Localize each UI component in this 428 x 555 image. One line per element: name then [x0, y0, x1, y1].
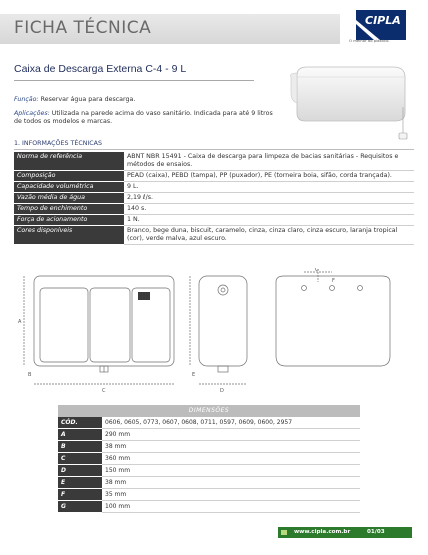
table-row — [58, 453, 360, 465]
applications-label: Aplicações: — [14, 110, 50, 117]
dimension-letter-e: E — [192, 372, 196, 378]
dimension-label: C — [58, 453, 102, 465]
dimensions-table — [58, 405, 360, 513]
spec-label: Tempo de enchimento — [14, 204, 124, 215]
logo-tagline: O melhor do plástico. — [349, 38, 390, 43]
table-row — [14, 226, 414, 245]
function-line — [14, 96, 282, 104]
spec-label: Composição — [14, 171, 124, 182]
table-row — [14, 204, 414, 215]
applications-line — [14, 110, 282, 126]
tech-spec-table — [14, 152, 414, 245]
product-badge — [138, 292, 150, 300]
tech-info-divider — [14, 149, 414, 150]
side-view-drawing — [190, 276, 247, 384]
dimension-value: 360 mm — [102, 453, 360, 465]
product-title: Caixa de Descarga Externa C-4 - 9 L — [14, 63, 187, 75]
dimension-label: D — [58, 465, 102, 477]
spec-label: Força de acionamento — [14, 215, 124, 226]
footer-website-link[interactable]: www.cipla.com.br — [294, 529, 351, 535]
table-row — [14, 182, 414, 193]
title-divider — [14, 80, 254, 81]
dimension-value: 290 mm — [102, 429, 360, 441]
applications-text: Utilizada na parede acima do vaso sanitário. Indicada para até 9 litros de todos os modelos e marcas. — [14, 110, 273, 125]
page-title: FICHA TÉCNICA — [14, 18, 152, 38]
table-row — [14, 215, 414, 226]
footer-marker — [281, 530, 287, 535]
table-row — [58, 477, 360, 489]
spec-value: 9 L. — [124, 182, 414, 193]
dimension-letter-f: F — [332, 278, 335, 284]
table-row — [58, 501, 360, 513]
dimension-letter-g: G — [315, 268, 319, 273]
dimension-label: G — [58, 501, 102, 513]
front-view-drawing — [24, 276, 174, 384]
table-row — [14, 152, 414, 171]
page-number: 01/03 — [367, 529, 385, 535]
dimension-letter-c: C — [102, 388, 106, 394]
table-row — [58, 429, 360, 441]
dimension-value: 0606, 0605, 0773, 0607, 0608, 0711, 0597, 0609, 0600, 2957 — [102, 417, 360, 429]
dimensions-grid — [58, 417, 360, 513]
spec-value: ABNT NBR 15491 - Caixa de descarga para limpeza de bacias sanitárias - Requisitos e métodos de ensaios. — [124, 152, 414, 171]
spec-label: Norma de referência — [14, 152, 124, 171]
dimensions-heading: DIMENSÕES — [58, 405, 360, 417]
spec-value: Branco, bege duna, biscuit, caramelo, cinza, cinza claro, cinza escuro, laranja tropical (cor), verde malva, azul escuro. — [124, 226, 414, 245]
header — [0, 0, 428, 60]
dimension-label: A — [58, 429, 102, 441]
dimension-letter-d: D — [220, 388, 224, 394]
product-photo — [283, 63, 413, 143]
spec-value: 2,19 ℓ/s. — [124, 193, 414, 204]
dimension-value: 150 mm — [102, 465, 360, 477]
spec-label: Capacidade volumétrica — [14, 182, 124, 193]
dimension-value: 100 mm — [102, 501, 360, 513]
spec-value: PEAD (caixa), PEBD (tampa), PP (puxador), PE (torneira boia, sifão, corda trançada). — [124, 171, 414, 182]
table-row — [14, 171, 414, 182]
dimension-letter-b: B — [28, 372, 32, 378]
spec-value: 140 s. — [124, 204, 414, 215]
tech-info-heading: 1. INFORMAÇÕES TÉCNICAS — [14, 140, 102, 147]
dimension-label: B — [58, 441, 102, 453]
back-view-drawing — [276, 272, 390, 366]
function-text: Reservar água para descarga. — [40, 96, 136, 103]
technical-drawings — [14, 268, 414, 400]
dimension-label: E — [58, 477, 102, 489]
spec-label: Vazão média de água — [14, 193, 124, 204]
company-logo-icon — [350, 6, 412, 50]
dimension-label: F — [58, 489, 102, 501]
dimension-label: CÓD. — [58, 417, 102, 429]
dimension-value: 38 mm — [102, 477, 360, 489]
dimension-value: 35 mm — [102, 489, 360, 501]
logo-wordmark: CIPLA — [365, 14, 401, 27]
table-row — [58, 441, 360, 453]
spec-label: Cores disponíveis — [14, 226, 124, 245]
table-row — [14, 193, 414, 204]
table-row — [58, 489, 360, 501]
dimension-value: 38 mm — [102, 441, 360, 453]
function-label: Função: — [14, 96, 39, 103]
table-row — [58, 465, 360, 477]
spec-value: 1 N. — [124, 215, 414, 226]
dimension-letter-a: A — [18, 319, 22, 325]
table-row — [58, 417, 360, 429]
